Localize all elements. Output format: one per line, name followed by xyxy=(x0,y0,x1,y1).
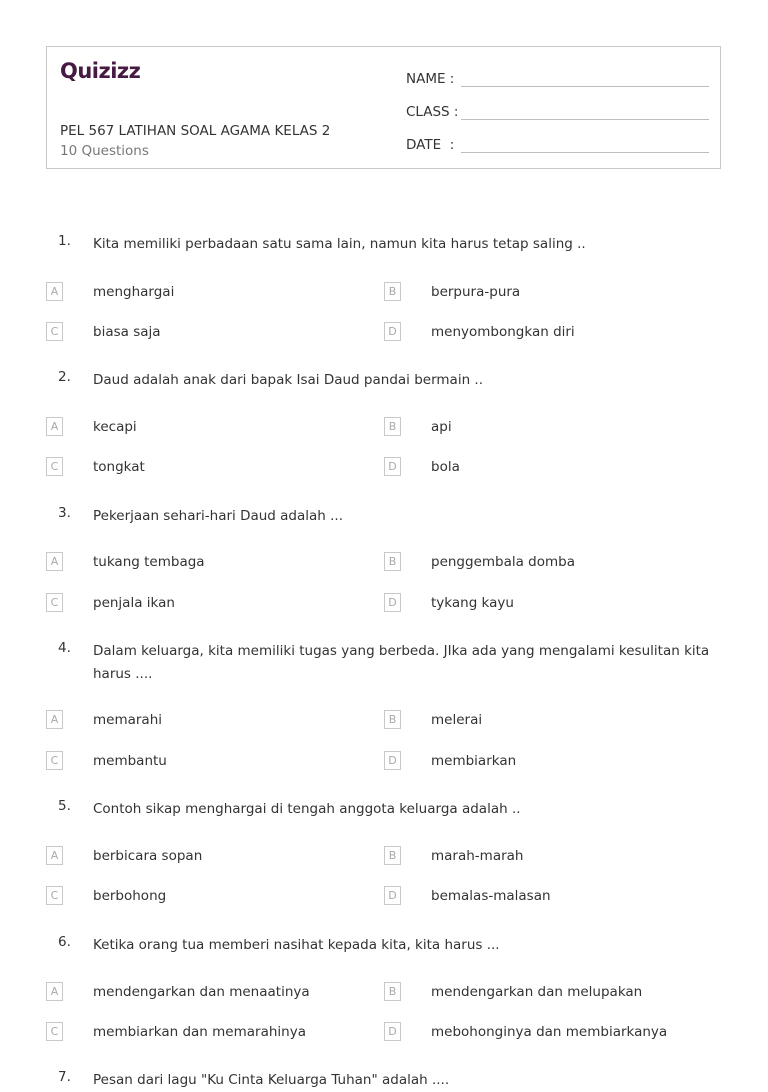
option-letter-box: B xyxy=(384,982,401,1001)
option-letter-box: C xyxy=(46,886,63,905)
option-letter-box: C xyxy=(46,457,63,476)
worksheet-header xyxy=(46,46,721,169)
class-field xyxy=(406,100,458,120)
option-letter-box: D xyxy=(384,1022,401,1041)
option-letter-box: A xyxy=(46,417,63,436)
option-letter-box: A xyxy=(46,982,63,1001)
option-text: memarahi xyxy=(93,711,163,728)
option-b xyxy=(384,982,643,1001)
option-text: mendengarkan dan menaatinya xyxy=(93,983,310,1000)
option-text: bemalas-malasan xyxy=(431,887,551,904)
option-text: biasa saja xyxy=(93,323,161,340)
option-b xyxy=(384,282,521,301)
name-field xyxy=(406,67,454,87)
option-text: penggembala domba xyxy=(431,553,576,570)
option-text: membiarkan xyxy=(431,752,517,769)
question-number: 7. xyxy=(58,1069,71,1085)
option-letter-box: D xyxy=(384,751,401,770)
option-c xyxy=(46,751,167,770)
option-b xyxy=(384,552,576,571)
question-count: 10 Questions xyxy=(60,143,149,159)
question-number: 2. xyxy=(58,369,71,385)
option-a xyxy=(46,982,310,1001)
option-text: mendengarkan dan melupakan xyxy=(431,983,643,1000)
date-field xyxy=(406,133,454,153)
option-letter-box: B xyxy=(384,846,401,865)
option-text: membiarkan dan memarahinya xyxy=(93,1023,306,1040)
option-text: tongkat xyxy=(93,458,145,475)
option-letter-box: C xyxy=(46,1022,63,1041)
option-c xyxy=(46,1022,306,1041)
option-d xyxy=(384,1022,668,1041)
option-text: penjala ikan xyxy=(93,594,175,611)
option-letter-box: B xyxy=(384,417,401,436)
option-d xyxy=(384,593,514,612)
option-letter-box: C xyxy=(46,322,63,341)
quizizz-logo: Quizizz xyxy=(60,59,141,83)
option-letter-box: D xyxy=(384,322,401,341)
option-d xyxy=(384,457,460,476)
option-b xyxy=(384,710,483,729)
option-text: kecapi xyxy=(93,418,137,435)
question-text: Pesan dari lagu "Ku Cinta Keluarga Tuhan" adalah .... xyxy=(93,1072,450,1088)
option-text: mebohonginya dan membiarkanya xyxy=(431,1023,668,1040)
option-a xyxy=(46,417,137,436)
option-text: marah-marah xyxy=(431,847,524,864)
option-c xyxy=(46,593,175,612)
option-d xyxy=(384,322,575,341)
question-text: Daud adalah anak dari bapak Isai Daud pandai bermain .. xyxy=(93,372,483,388)
option-letter-box: D xyxy=(384,886,401,905)
option-text: api xyxy=(431,418,452,435)
option-d xyxy=(384,886,551,905)
option-text: bola xyxy=(431,458,460,475)
question-text: Kita memiliki perbadaan satu sama lain, namun kita harus tetap saling .. xyxy=(93,236,586,252)
option-text: tykang kayu xyxy=(431,594,514,611)
option-text: berpura-pura xyxy=(431,283,521,300)
question-number: 4. xyxy=(58,640,71,656)
option-text: menghargai xyxy=(93,283,175,300)
option-a xyxy=(46,710,163,729)
option-letter-box: D xyxy=(384,593,401,612)
date-line xyxy=(461,152,709,153)
option-letter-box: C xyxy=(46,593,63,612)
question-number: 6. xyxy=(58,934,71,950)
option-a xyxy=(46,282,175,301)
name-line xyxy=(461,86,709,87)
question-text: Ketika orang tua memberi nasihat kepada kita, kita harus ... xyxy=(93,937,500,953)
option-letter-box: A xyxy=(46,282,63,301)
class-line xyxy=(461,119,709,120)
class-label: CLASS : xyxy=(406,104,459,120)
option-b xyxy=(384,417,452,436)
option-text: berbohong xyxy=(93,887,167,904)
question-text: Pekerjaan sehari-hari Daud adalah ... xyxy=(93,508,344,524)
option-letter-box: A xyxy=(46,552,63,571)
option-text: tukang tembaga xyxy=(93,553,205,570)
option-a xyxy=(46,846,203,865)
question-text: Contoh sikap menghargai di tengah anggota keluarga adalah .. xyxy=(93,801,521,817)
date-label: DATE : xyxy=(406,137,455,153)
option-text: membantu xyxy=(93,752,167,769)
option-letter-box: B xyxy=(384,282,401,301)
question-text: Dalam keluarga, kita memiliki tugas yang berbeda. JIka ada yang mengalami kesulitan kita harus .... xyxy=(93,643,710,682)
question-number: 5. xyxy=(58,798,71,814)
option-c xyxy=(46,886,167,905)
question-number: 3. xyxy=(58,505,71,521)
option-letter-box: B xyxy=(384,552,401,571)
option-text: berbicara sopan xyxy=(93,847,203,864)
option-letter-box: C xyxy=(46,751,63,770)
option-b xyxy=(384,846,524,865)
option-text: melerai xyxy=(431,711,483,728)
option-c xyxy=(46,322,161,341)
option-letter-box: D xyxy=(384,457,401,476)
question-number: 1. xyxy=(58,233,71,249)
option-text: menyombongkan diri xyxy=(431,323,575,340)
option-a xyxy=(46,552,205,571)
option-letter-box: A xyxy=(46,710,63,729)
name-label: NAME : xyxy=(406,71,455,87)
option-letter-box: B xyxy=(384,710,401,729)
option-letter-box: A xyxy=(46,846,63,865)
option-c xyxy=(46,457,145,476)
worksheet-title: PEL 567 LATIHAN SOAL AGAMA KELAS 2 xyxy=(60,123,331,139)
option-d xyxy=(384,751,517,770)
